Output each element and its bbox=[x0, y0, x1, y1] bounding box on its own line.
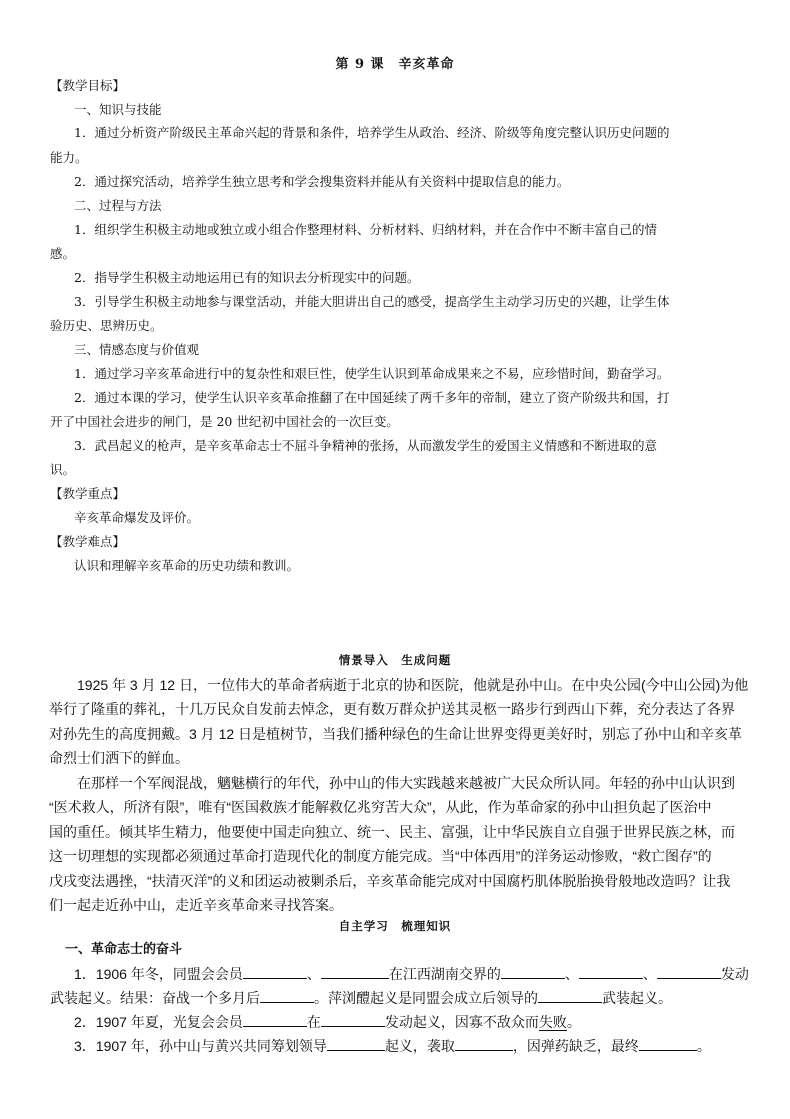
q3-text-b: 起义，袭取 bbox=[384, 1038, 455, 1054]
objective-3-3-cont: 识。 bbox=[50, 462, 76, 477]
objective-3-2-cont: 开了中国社会进步的闸门，是 20 世纪初中国社会的一次巨变。 bbox=[50, 414, 399, 429]
objective-2-3-cont: 验历史、思辨历史。 bbox=[50, 318, 163, 333]
intro-p1-line-4: 命烈士们洒下的鲜血。 bbox=[49, 750, 189, 767]
intro-p2-line-6: 们一起走近孙中山，走近辛亥革命来寻找答案。 bbox=[49, 897, 343, 914]
intro-p2-line-2: “医术救人，所济有限”，唯有“医国救族才能解救亿兆穷苦大众”，从此，作为革命家的孙中山担负起了医治中 bbox=[49, 799, 712, 816]
q3-text-c: ，因弹药缺乏，最终 bbox=[512, 1038, 639, 1054]
intro-p1-line-1: 1925 年 3 月 12 日，一位伟大的革命者病逝于北京的协和医院，他就是孙中山。在中央公园(今中山公园)为他 bbox=[77, 677, 749, 693]
objective-3-3: 3．武昌起义的枪声，是辛亥革命志士不屈斗争精神的张扬，从而激发学生的爱国主义情感和不断进取的意 bbox=[74, 438, 657, 453]
q1-blank-6[interactable] bbox=[260, 990, 314, 1003]
key-point-heading: 【教学重点】 bbox=[50, 486, 126, 501]
q1-blank-3[interactable] bbox=[501, 966, 565, 979]
q2-text-e: 。 bbox=[566, 1014, 581, 1030]
question-3 bbox=[74, 1038, 711, 1054]
q2-blank-1[interactable] bbox=[243, 1014, 307, 1027]
difficulty-heading: 【教学难点】 bbox=[50, 534, 126, 549]
q1-blank-7[interactable] bbox=[538, 990, 602, 1003]
intro-heading: 情景导入 生成问题 bbox=[338, 653, 452, 667]
intro-p1-line-2: 举行了隆重的葬礼，十几万民众自发前去悼念，更有数万群众护送其灵柩一路步行到西山下葬，充分表达了各界 bbox=[49, 701, 735, 718]
q1-blank-2[interactable] bbox=[321, 966, 389, 979]
q2-text-b: 在 bbox=[306, 1014, 321, 1030]
q3-text-d: 。 bbox=[696, 1038, 711, 1054]
intro-paragraph-2 bbox=[49, 771, 745, 917]
q2-answer-failed: 失败 bbox=[538, 1014, 567, 1030]
objective-2-3: 3．引导学生积极主动地参与课堂活动，并能大胆讲出自己的感受，提高学生主动学习历史的兴趣，让学生体 bbox=[74, 294, 670, 309]
q1-blank-1[interactable] bbox=[243, 966, 307, 979]
intro-p2-line-3: 国的重任。倾其毕生精力，他要使中国走向独立、统一、民主、富强，让中华民族自立自强于世界民族之林，而 bbox=[49, 823, 735, 840]
q1-text-f: 发动 bbox=[720, 966, 749, 982]
objective-1-1-cont: 能力。 bbox=[50, 150, 88, 165]
intro-p2-line-4: 这一切理想的实现都必须通过革命打造现代化的制度方能完成。当“中体西用”的洋务运动惨败，“救亡图存”的 bbox=[49, 848, 712, 865]
objectives-section-3: 三、情感态度与价值观 bbox=[74, 342, 200, 357]
objective-1-1: 1．通过分析资产阶级民主革命兴起的背景和条件，培养学生从政治、经济、阶级等角度完整认识历史问题的 bbox=[74, 125, 670, 140]
intro-p2-line-5: 戊戌变法遇挫，“扶清灭洋”的义和团运动被剿杀后，辛亥革命能完成对中国腐朽肌体脱胎换骨般地改造吗？让我 bbox=[49, 872, 731, 889]
objective-1-2: 2．通过探究活动，培养学生独立思考和学会搜集资料并能从有关资料中提取信息的能力。 bbox=[74, 174, 570, 189]
question-2 bbox=[74, 1014, 581, 1030]
q2-text-c: 发动起义，因寡不敌众而 bbox=[384, 1014, 539, 1030]
q1-text-g: 武装起义。结果：奋战一个多月后 bbox=[50, 990, 260, 1006]
q1-text-c: 在江西湖南交界的 bbox=[388, 966, 501, 982]
q2-blank-2[interactable] bbox=[321, 1014, 385, 1027]
q3-blank-2[interactable] bbox=[455, 1038, 513, 1051]
study-section-1: 一、革命志士的奋斗 bbox=[65, 941, 183, 956]
objectives-section-2: 二、过程与方法 bbox=[74, 198, 162, 213]
q1-text-d: 、 bbox=[564, 966, 579, 982]
objectives-section-1: 一、知识与技能 bbox=[74, 102, 162, 117]
q1-text-b: 、 bbox=[306, 966, 321, 982]
q1-blank-4[interactable] bbox=[579, 966, 643, 979]
objective-2-1-cont: 感。 bbox=[50, 246, 76, 261]
q1-blank-5[interactable] bbox=[657, 966, 721, 979]
q3-blank-3[interactable] bbox=[639, 1038, 697, 1051]
objectives-heading: 【教学目标】 bbox=[50, 78, 126, 93]
q1-text-e: 、 bbox=[642, 966, 657, 982]
q2-text-a: 2．1907 年夏，光复会会员 bbox=[74, 1014, 243, 1030]
study-heading: 自主学习 梳理知识 bbox=[338, 919, 452, 933]
q3-blank-1[interactable] bbox=[327, 1038, 385, 1051]
objective-3-2: 2．通过本课的学习，使学生认识辛亥革命推翻了在中国延续了两千多年的帝制，建立了资产阶级共和国，打 bbox=[74, 390, 670, 405]
intro-paragraph-1 bbox=[49, 673, 749, 771]
objective-2-1: 1．组织学生积极主动地或独立或小组合作整理材料、分析材料、归纳材料，并在合作中不断丰富自己的情 bbox=[74, 222, 657, 237]
q1-text-h: 。萍浏醴起义是同盟会成立后领导的 bbox=[314, 990, 538, 1006]
question-1-line-1 bbox=[74, 966, 749, 982]
q3-text-a: 3．1907 年，孙中山与黄兴共同筹划领导 bbox=[74, 1038, 327, 1054]
difficulty-text: 认识和理解辛亥革命的历史功绩和教训。 bbox=[74, 558, 300, 573]
q1-text-i: 武装起义。 bbox=[602, 990, 672, 1006]
objective-2-2: 2．指导学生积极主动地运用已有的知识去分析现实中的问题。 bbox=[74, 270, 420, 285]
intro-p1-line-3: 对孙先生的高度拥戴。3 月 12 日是植树节，当我们播种绿色的生命让世界变得更美好时，别忘了孙中山和辛亥革 bbox=[49, 725, 743, 742]
objective-3-1: 1．通过学习辛亥革命进行中的复杂性和艰巨性，使学生认识到革命成果来之不易，应珍惜时间，勤奋学习。 bbox=[74, 366, 670, 381]
key-point-text: 辛亥革命爆发及评价。 bbox=[74, 510, 200, 525]
lesson-title: 第 9 课 辛亥革命 bbox=[335, 57, 455, 72]
intro-p2-line-1: 在那样一个军阀混战，魑魅横行的年代，孙中山的伟大实践越来越被广大民众所认同。年轻的孙中山认识到 bbox=[77, 775, 735, 791]
question-1-line-2 bbox=[50, 990, 672, 1006]
q1-text-a: 1．1906 年冬，同盟会会员 bbox=[74, 966, 243, 982]
